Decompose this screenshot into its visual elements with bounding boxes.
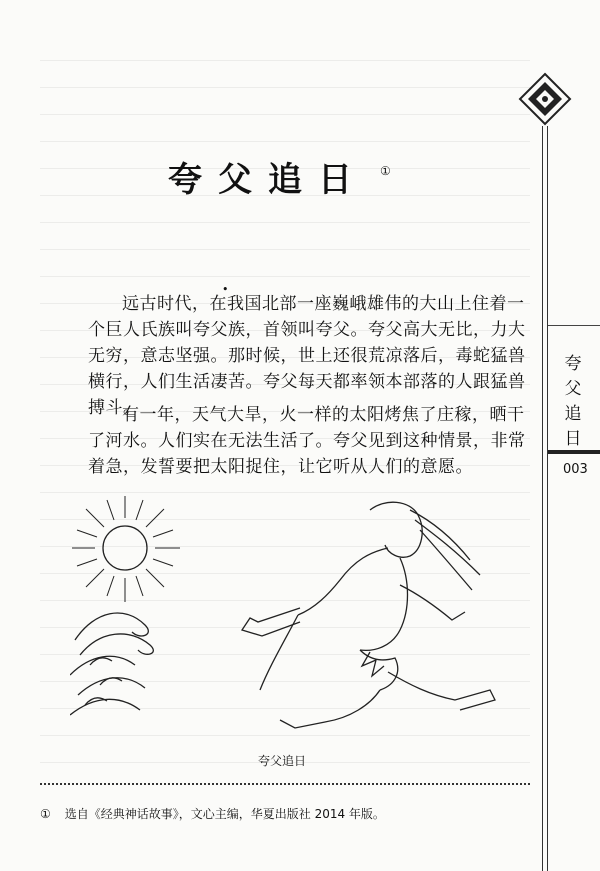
- side-section-rule: [548, 325, 600, 326]
- footnote-text: 选自《经典神话故事》，文心主编，华夏出版社 2014 年版。: [64, 807, 385, 821]
- side-thick-bar: [548, 450, 600, 454]
- footnote-divider: [40, 783, 530, 785]
- footnote: [40, 805, 385, 822]
- side-vertical-rule: [542, 126, 548, 871]
- side-section-title: 夸 父 追 日: [564, 354, 582, 449]
- sun-drawing: [72, 496, 180, 602]
- paragraph-1: 远古时代，在我国北部一座巍峨雄伟的大山上住着一个巨人氏族叫夸父族，首领叫夸父。夸父高大无比，力大无穷，意志坚强。那时候，世上还很荒凉落后，毒蛇猛兽横行，人们生活凄苦。夸父每天都率领本部落的人跟猛兽搏斗。: [88, 294, 526, 418]
- footnote-marker: ①: [380, 164, 391, 178]
- kuafu-figure-drawing: [242, 502, 495, 728]
- waves-drawing: [70, 613, 153, 715]
- kuafu-illustration: [70, 490, 500, 750]
- page-title: 夸父追日: [168, 160, 368, 200]
- paragraph-2: 有一年，天气大旱，火一样的太阳烤焦了庄稼，晒干了河水。人们实在无法生活了。夸父见到这种情景，非常着急，发誓要把太阳捉住，让它听从人们的意愿。: [88, 405, 526, 477]
- emphasis-dot: •: [222, 283, 229, 296]
- illustration-caption: 夸父追日: [258, 754, 307, 768]
- corner-ornament-icon: [518, 72, 572, 126]
- footnote-number: ①: [40, 807, 51, 821]
- page-number: 003: [563, 462, 588, 477]
